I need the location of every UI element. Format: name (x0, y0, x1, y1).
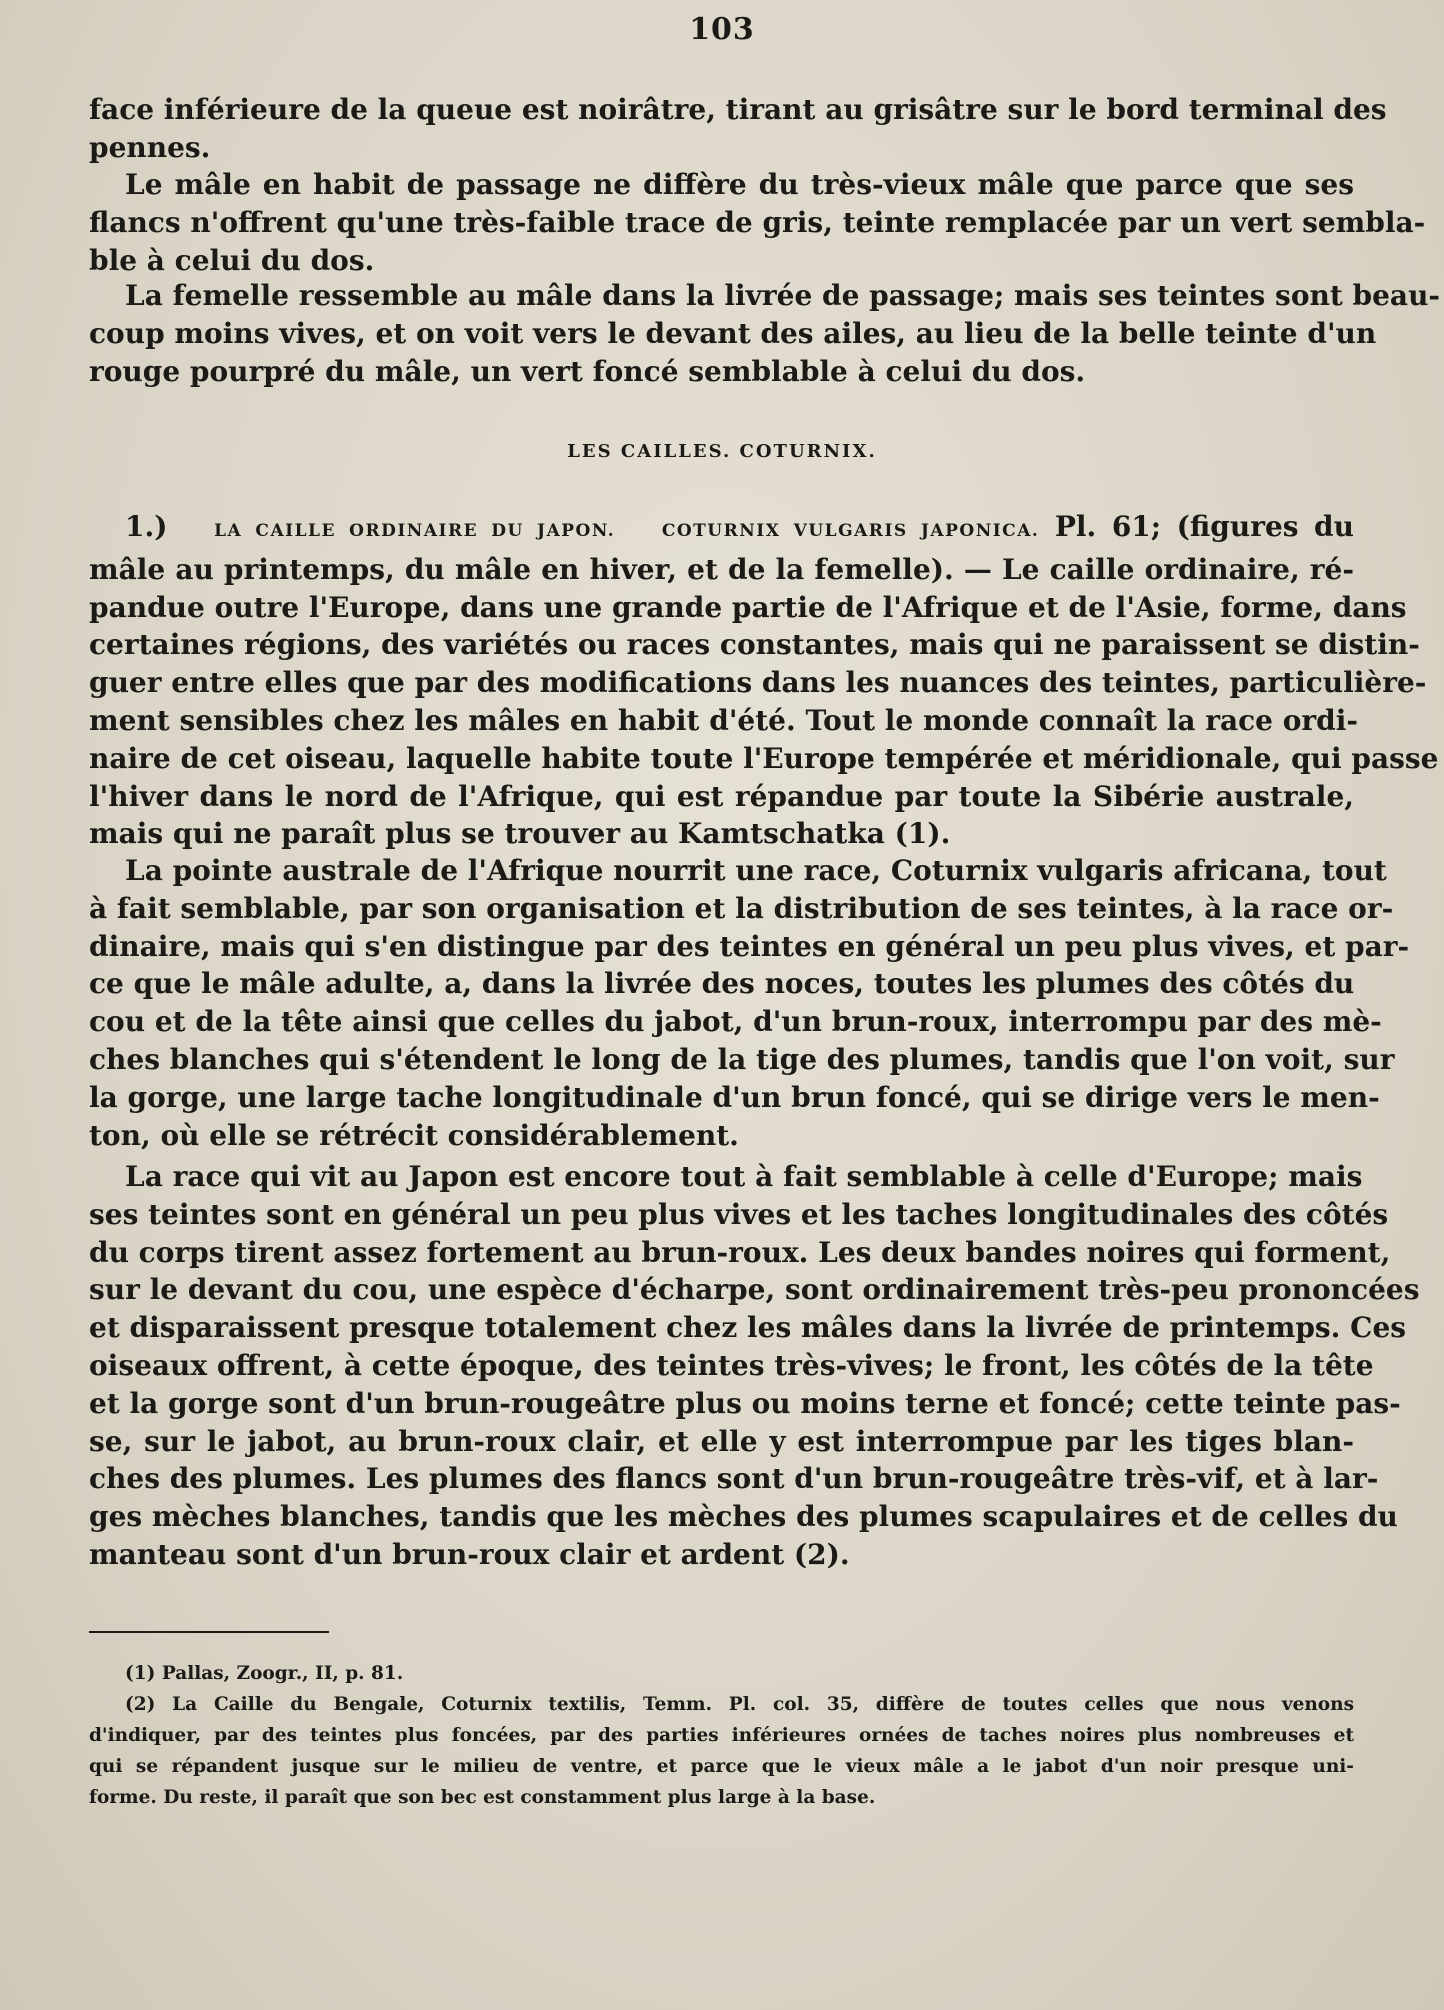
text-line: ment sensibles chez les mâles en habit d'été. Tout le monde connaît la race ordi- (89, 703, 1358, 737)
footnote-2-line: (2) La Caille du Bengale, Coturnix textilis, Temm. Pl. col. 35, diffère de toutes celles que nous venons (125, 1694, 1354, 1715)
paragraph-3 (89, 277, 1441, 390)
text-line: et disparaissent presque totalement chez les mâles dans la livrée de printemps. Ces (89, 1311, 1407, 1345)
footnote-2-line: forme. Du reste, il paraît que son bec est constamment plus large à la base. (89, 1787, 876, 1808)
species-heading-line (89, 508, 1354, 551)
section-title: LES CAILLES. COTURNIX. (567, 441, 877, 462)
text-line: dinaire, mais qui s'en distingue par des teintes en général un peu plus vives, et par- (89, 929, 1410, 963)
text-line: ton, où elle se rétrécit considérablement. (89, 1118, 739, 1152)
text-line: se, sur le jabot, au brun-roux clair, et elle y est interrompue par les tiges blan- (89, 1424, 1354, 1458)
paragraph-5 (89, 852, 1410, 1154)
text-line: la gorge, une large tache longitudinale d'un brun foncé, qui se dirige vers le men- (89, 1080, 1380, 1114)
text-line: ches des plumes. Les plumes des flancs sont d'un brun-rougeâtre très-vif, et à lar- (89, 1462, 1379, 1496)
text-line: l'hiver dans le nord de l'Afrique, qui est répandue par toute la Sibérie australe, (89, 779, 1354, 813)
paragraph-6 (89, 1158, 1420, 1574)
text-line: oiseaux offrent, à cette époque, des teintes très-vives; le front, les côtés de la tête (89, 1348, 1374, 1382)
footnote-2-line: d'indiquer, par des teintes plus foncées, par des parties inférieures ornées de taches noires plus nombreuses et (89, 1725, 1354, 1746)
footnote-1: (1) Pallas, Zoogr., II, p. 81. (125, 1663, 404, 1684)
species-name-french: LA CAILLE ORDINAIRE DU JAPON. (214, 521, 616, 541)
text-line: rouge pourpré du mâle, un vert foncé semblable à celui du dos. (89, 354, 1086, 388)
text-line: et la gorge sont d'un brun-rougeâtre plus ou moins terne et foncé; cette teinte pas- (89, 1386, 1401, 1420)
text-line: guer entre elles que par des modifications dans les nuances des teintes, particulière- (89, 666, 1427, 700)
text-line: pandue outre l'Europe, dans une grande partie de l'Afrique et de l'Asie, forme, dans (89, 590, 1407, 624)
text-line: naire de cet oiseau, laquelle habite toute l'Europe tempérée et méridionale, qui passe (89, 741, 1439, 775)
text-line: La femelle ressemble au mâle dans la livrée de passage; mais ses teintes sont beau- (125, 279, 1441, 312)
text-line: à fait semblable, par son organisation et la distribution de ses teintes, à la race or- (89, 891, 1394, 925)
text-line: flancs n'offrent qu'une très-faible trace de gris, teinte remplacée par un vert sembla- (89, 205, 1426, 239)
page-number: 103 (689, 12, 755, 47)
text-line: ges mèches blanches, tandis que les mèches des plumes scapulaires et de celles du (89, 1500, 1398, 1534)
text-line: ses teintes sont en général un peu plus vives et les taches longitudinales des côtés (89, 1197, 1389, 1231)
species-entry (89, 508, 1439, 853)
text-line: face inférieure de la queue est noirâtre, tirant au grisâtre sur le bord terminal des (89, 93, 1387, 126)
text-line: du corps tirent assez fortement au brun-roux. Les deux bandes noires qui forment, (89, 1235, 1391, 1269)
species-name-latin: COTURNIX VULGARIS JAPONICA. (661, 521, 1040, 541)
paragraph-2 (89, 166, 1426, 279)
text-line: mâle au printemps, du mâle en hiver, et de la femelle). — Le caille ordinaire, ré- (89, 552, 1354, 586)
text-line: ches blanches qui s'étendent le long de la tige des plumes, tandis que l'on voit, sur (89, 1042, 1395, 1076)
text-line: cou et de la tête ainsi que celles du jabot, d'un brun-roux, interrompu par des mè- (89, 1005, 1382, 1039)
plate-reference: Pl. 61; (figures du (1054, 510, 1354, 543)
species-number: 1.) (125, 510, 168, 543)
text-line: manteau sont d'un brun-roux clair et ardent (2). (89, 1537, 850, 1571)
text-line: ble à celui du dos. (89, 243, 375, 277)
text-line: ce que le mâle adulte, a, dans la livrée des noces, toutes les plumes des côtés du (89, 967, 1355, 1001)
paragraph-1 (89, 91, 1387, 167)
text-line: La pointe australe de l'Afrique nourrit une race, Coturnix vulgaris africana, tout (125, 854, 1387, 887)
text-line: La race qui vit au Japon est encore tout à fait semblable à celle d'Europe; mais (125, 1160, 1363, 1193)
footnote-divider (89, 1631, 329, 1633)
text-line: mais qui ne paraît plus se trouver au Kamtschatka (1). (89, 817, 951, 851)
text-line: sur le devant du cou, une espèce d'écharpe, sont ordinairement très-peu prononcées (89, 1273, 1420, 1307)
footnote-2-line: qui se répandent jusque sur le milieu de ventre, et parce que le vieux mâle a le jabot d'un noir presque uni- (89, 1756, 1354, 1777)
text-line: pennes. (89, 130, 211, 164)
text-line: coup moins vives, et on voit vers le devant des ailes, au lieu de la belle teinte d'un (89, 316, 1377, 350)
footnotes (89, 1658, 1354, 1813)
text-line: Le mâle en habit de passage ne diffère du très-vieux mâle que parce que ses (125, 168, 1354, 201)
text-line: certaines régions, des variétés ou races constantes, mais qui ne paraissent se distin- (89, 628, 1420, 662)
